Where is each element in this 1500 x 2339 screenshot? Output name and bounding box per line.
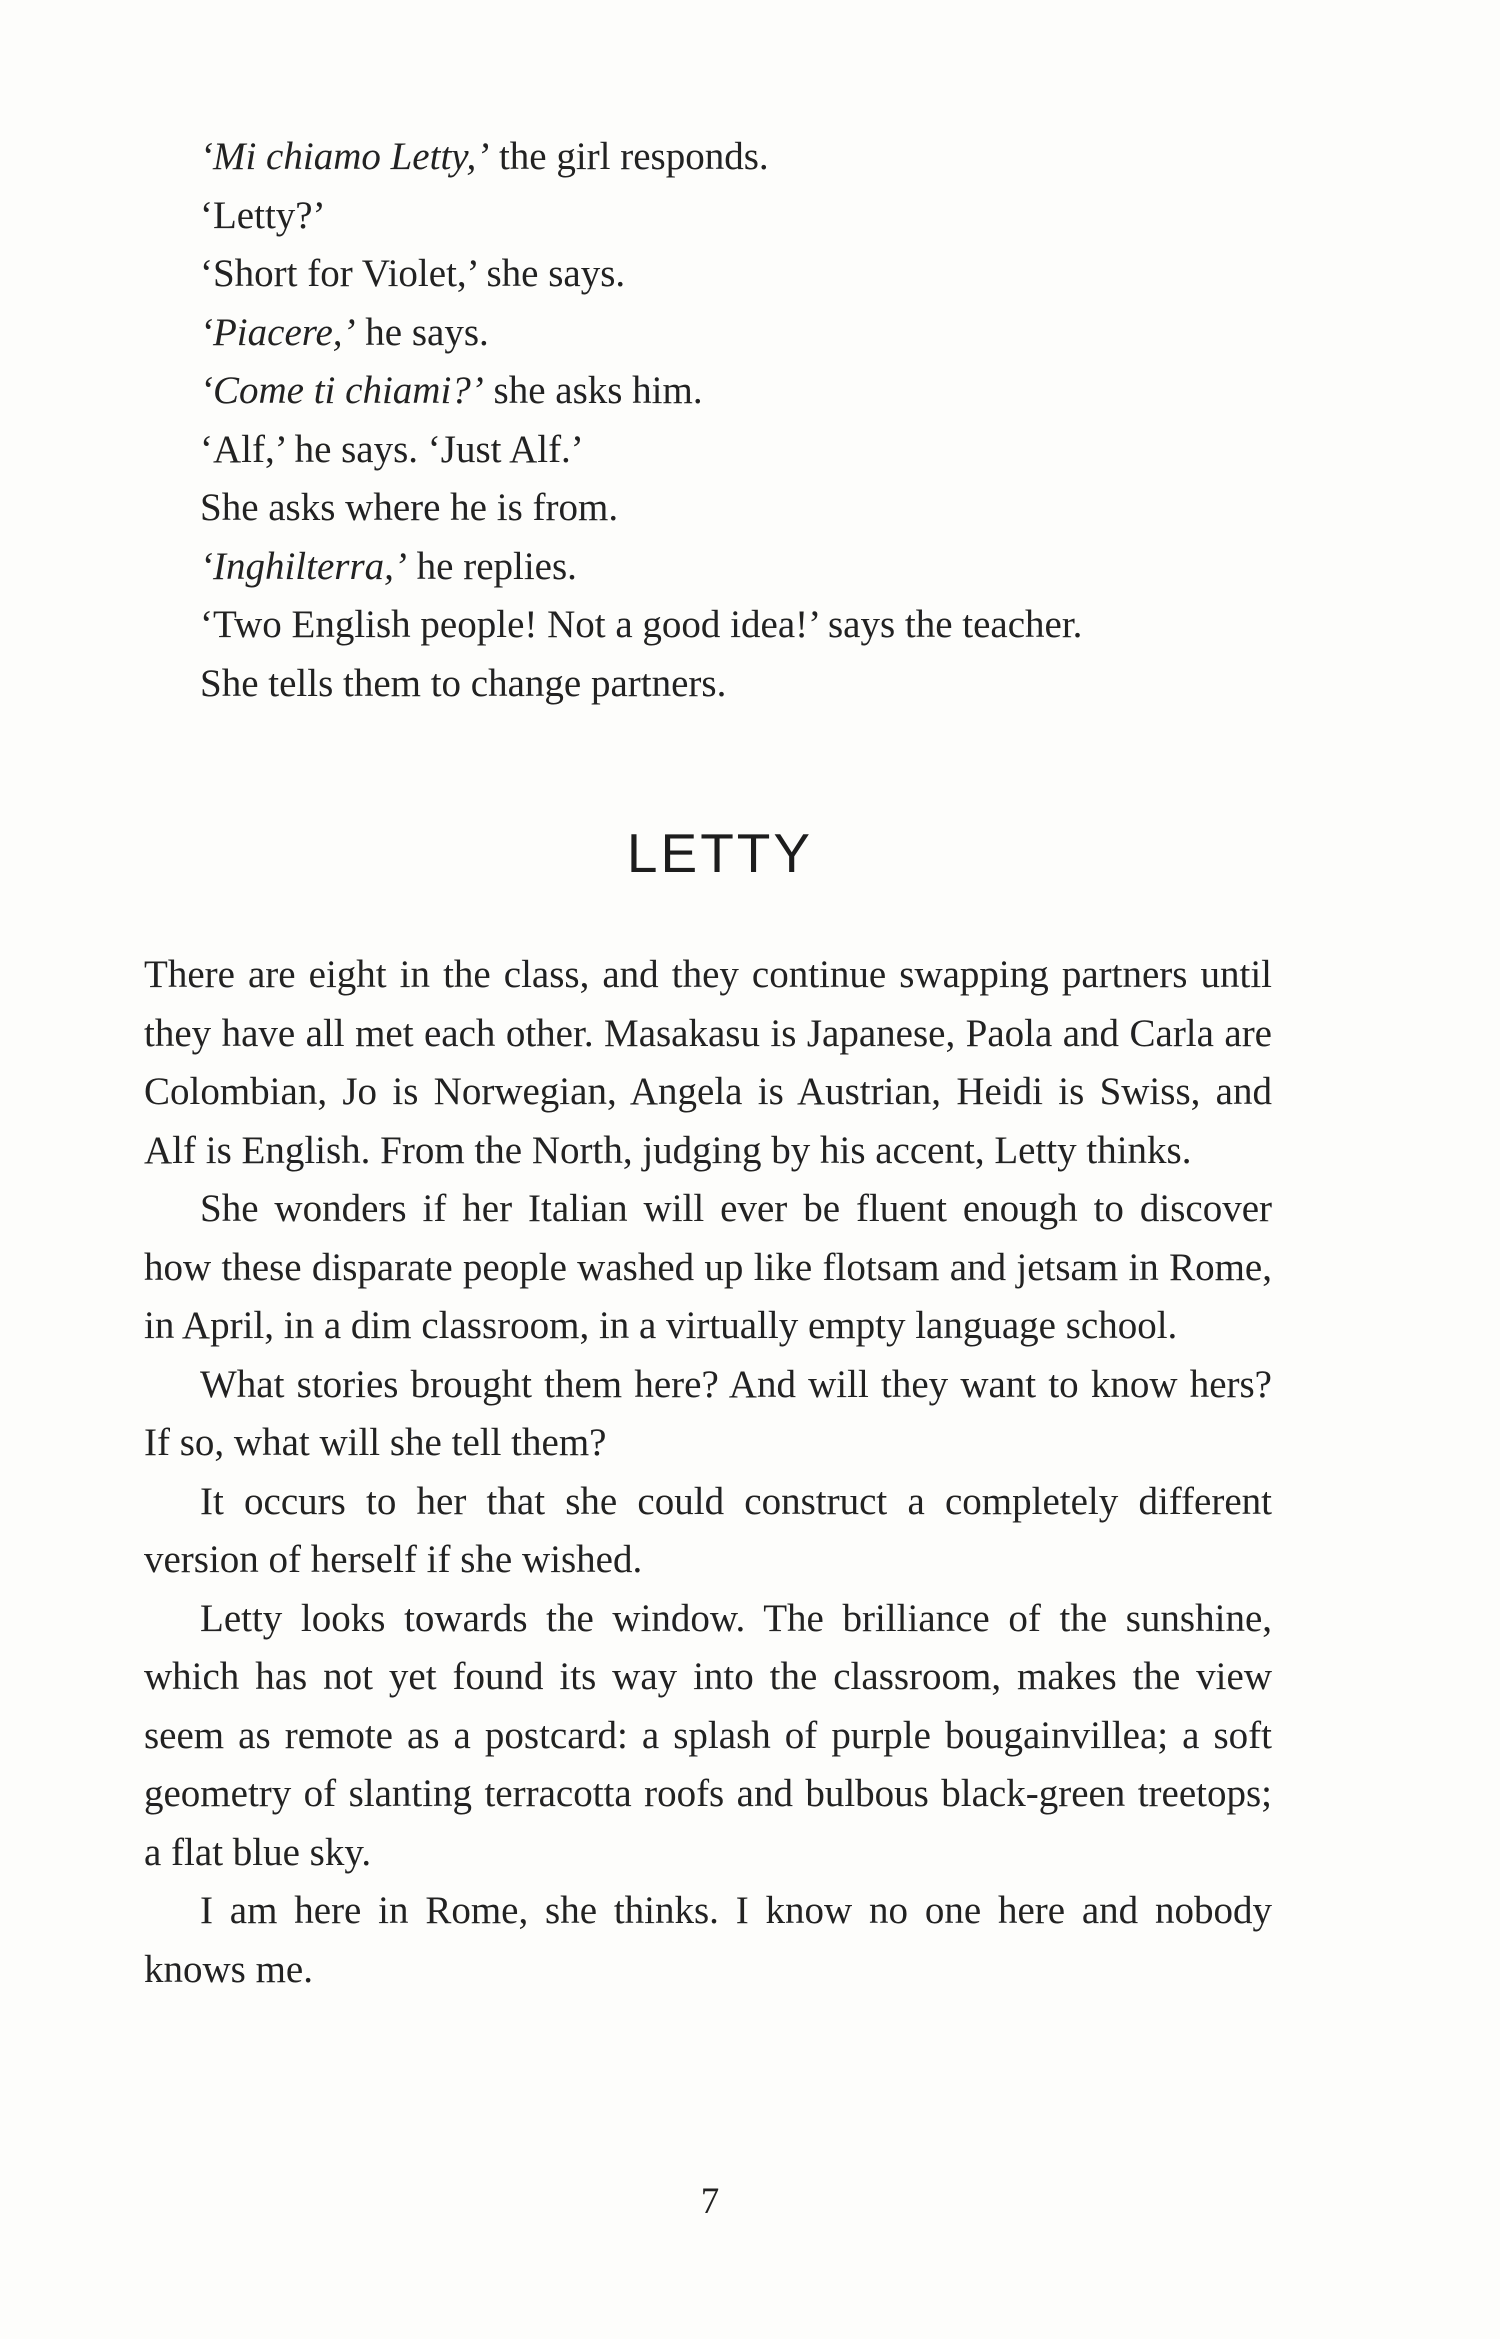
paragraph: What stories brought them here? And will they want to know hers? If so, what will she tell them? — [144, 1362, 1272, 1464]
dialogue-text: ‘Alf,’ he says. ‘Just Alf.’ — [200, 427, 584, 471]
paragraph: It occurs to her that she could construct a completely different version of herself if she wished. — [144, 1479, 1272, 1581]
dialogue-italic: ‘Inghilterra,’ — [200, 544, 407, 588]
dialogue-line — [200, 245, 1300, 304]
dialogue-line — [200, 596, 1300, 655]
dialogue-line — [200, 479, 1300, 538]
dialogue-line — [200, 187, 1300, 246]
chapter-body — [144, 946, 1272, 1999]
dialogue-text: ‘Two English people! Not a good idea!’ says the teacher. — [200, 603, 1083, 646]
dialogue-text: he replies. — [406, 544, 577, 588]
dialogue-italic: ‘Piacere,’ — [200, 310, 356, 354]
dialogue-text: the girl responds. — [489, 135, 769, 178]
paragraph: There are eight in the class, and they continue swapping partners until they have all met each other. Masakasu is Japanese, Paola and Carla are Colombian, Jo is Norwegian, Angela is Austrian, Heidi is Swiss, and Alf is English. From the North, judging by his accent, Letty thinks. — [144, 953, 1272, 1172]
dialogue-italic: ‘Mi chiamo Letty,’ — [200, 135, 490, 178]
dialogue-line — [200, 304, 1300, 363]
dialogue-text: he says. — [355, 310, 489, 354]
chapter-title: LETTY — [626, 822, 814, 884]
dialogue-text: She tells them to change partners. — [200, 661, 727, 705]
dialogue-line — [200, 538, 1300, 597]
dialogue-line — [200, 128, 1300, 187]
dialogue-text: ‘Short for Violet,’ she says. — [200, 252, 626, 295]
dialogue-text: ‘Letty?’ — [200, 193, 326, 237]
paragraph: She wonders if her Italian will ever be fluent enough to discover how these disparate people washed up like flotsam and jetsam in Rome, in April, in a dim classroom, in a virtually empty language school. — [144, 1187, 1272, 1347]
dialogue-text: she asks him. — [483, 369, 703, 412]
dialogue-line — [200, 655, 1300, 714]
paragraph: Letty looks towards the window. The brilliance of the sunshine, which has not yet found its way into the classroom, makes the view seem as remote as a postcard: a splash of purple bougainvillea; a soft geometry of slanting terracotta roofs and bulbous black-green treetops; a flat blue sky. — [144, 1596, 1272, 1874]
dialogue-line — [200, 421, 1300, 480]
dialogue-block — [200, 128, 1300, 713]
dialogue-line — [200, 362, 1300, 421]
dialogue-italic: ‘Come ti chiami?’ — [200, 369, 484, 412]
paragraph: I am here in Rome, she thinks. I know no one here and nobody knows me. — [144, 1889, 1272, 1991]
page-number: 7 — [700, 2181, 720, 2222]
dialogue-text: She asks where he is from. — [200, 486, 619, 529]
